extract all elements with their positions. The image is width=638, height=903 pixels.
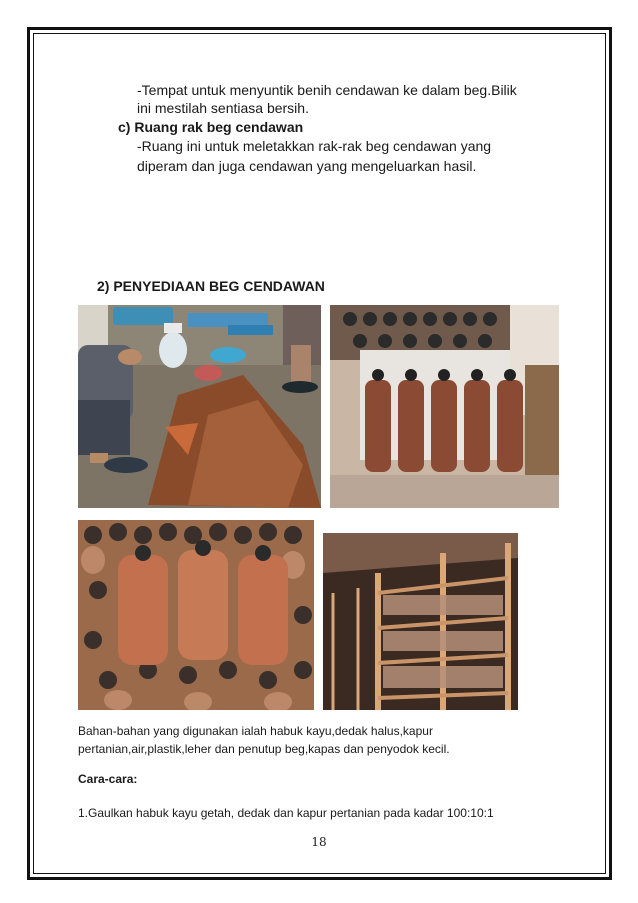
prev-section-line-2: ini mestilah sentiasa bersih. <box>137 100 309 116</box>
section-c-line-2: diperam dan juga cendawan yang mengeluarkan hasil. <box>137 158 477 174</box>
photo-mixing-sawdust <box>78 305 321 508</box>
section-c-line-1: -Ruang ini untuk meletakkan rak-rak beg cendawan yang <box>137 138 492 154</box>
method-heading: Cara-cara: <box>78 772 138 786</box>
materials-line-1: Bahan-bahan yang digunakan ialah habuk kayu,dedak halus,kapur <box>78 724 433 738</box>
materials-line-2: pertanian,air,plastik,leher dan penutup beg,kapas dan penyodok kecil. <box>78 742 450 756</box>
section-2-heading: 2) PENYEDIAAN BEG CENDAWAN <box>97 278 325 294</box>
page-number: 18 <box>311 835 327 849</box>
photo-bag-racks <box>323 533 518 710</box>
section-c-heading: c) Ruang rak beg cendawan <box>118 119 304 135</box>
prev-section-line-1: -Tempat untuk menyuntik benih cendawan ke dalam beg.Bilik <box>137 82 517 98</box>
photo-filled-bags-in-crate <box>330 305 559 508</box>
method-step-1: 1.Gaulkan habuk kayu getah, dedak dan kapur pertanian pada kadar 100:10:1 <box>78 806 494 820</box>
photo-bags-with-necks <box>78 520 314 710</box>
